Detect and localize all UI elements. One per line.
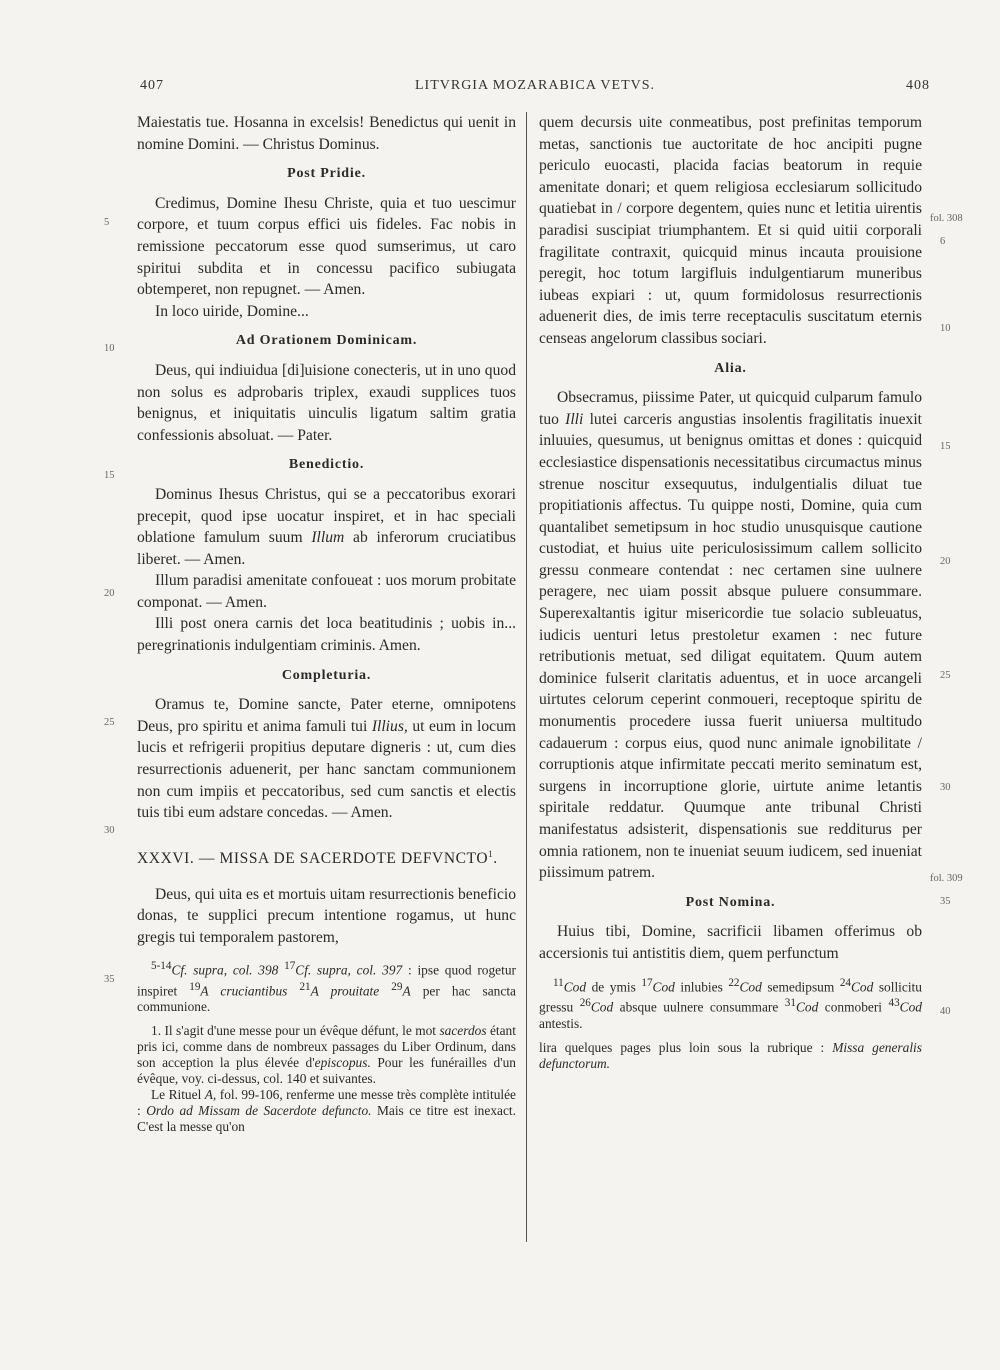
text: lira quelques pages plus loin sous la rubrique : xyxy=(539,1039,825,1055)
italic-text: Cod xyxy=(899,999,922,1015)
note-ref: 21 xyxy=(299,980,311,993)
line-number: 10 xyxy=(940,323,951,334)
paragraph: Deus, qui indiuidua [di]uisione conecteris, ut in uno quod non solus es adprobaris triplex, exaudi supplices tuos benignus, et iniquitatis uinculis ligatum saltim gratia confessionis absoluat. — Pater. xyxy=(137,361,516,444)
italic-text: A, xyxy=(204,1087,217,1103)
text: : ipse quod rogetur inspiret xyxy=(137,962,516,999)
paragraph: Illum paradisi amenitate confoueat : uos morum probitate componat. — Amen. xyxy=(137,572,516,611)
folio-marker: fol. 309 xyxy=(930,873,963,884)
note-ref: 26 xyxy=(579,997,591,1010)
italic-text: Illi xyxy=(565,410,584,428)
left-column xyxy=(137,112,516,1135)
line-number: 10 xyxy=(104,343,115,354)
paragraph: Huius tibi, Domine, sacrificii libamen offerimus ob accersionis tui antistitis diem, quem perfunctum xyxy=(539,923,922,962)
text: Le Rituel xyxy=(151,1087,202,1103)
italic-text: Cf. supra, col. 398 xyxy=(171,962,279,978)
heading-post-pridie: Post Pridie. xyxy=(287,166,366,182)
heading-alia: Alia. xyxy=(714,360,747,376)
running-header xyxy=(140,78,930,98)
running-title: LITVRGIA MOZARABICA VETVS. xyxy=(414,78,656,93)
note-ref: 31 xyxy=(784,997,796,1010)
text: de ymis xyxy=(591,979,636,995)
footnote xyxy=(539,1040,922,1072)
text: Dominus Ihesus Christus, qui se a peccatoribus exorari precepit, quod ipse uocatur inspiret, et in hac speciali oblatione famulum suum xyxy=(137,485,516,547)
italic-text: Cod xyxy=(850,979,874,995)
italic-text: Cod xyxy=(795,999,819,1015)
text: ab inferorum cruciatibus liberet. — Amen. xyxy=(137,529,516,568)
french-footnotes xyxy=(137,1023,516,1135)
text: conmoberi xyxy=(824,999,883,1015)
note-ref: 29 xyxy=(391,980,403,993)
line-number: 35 xyxy=(104,974,115,985)
italic-text: A cruciantibus xyxy=(200,983,288,999)
italic-text: Cf. supra, col. 397 xyxy=(295,962,403,978)
variant-note xyxy=(539,975,922,1032)
variant-notes xyxy=(539,975,922,1032)
italic-text: Ordo ad Missam de Sacerdote defuncto. xyxy=(146,1103,372,1119)
heading-completuria: Completuria. xyxy=(281,667,372,683)
note-ref: 22 xyxy=(728,976,740,989)
note-ref: 11 xyxy=(553,976,564,989)
italic-text: Cod xyxy=(652,979,675,995)
line-number: 35 xyxy=(940,896,951,907)
page-number-right: 408 xyxy=(906,78,930,93)
note-ref: 19 xyxy=(189,980,201,993)
paragraph xyxy=(137,484,516,570)
text: 1. Il s'agit d'une messe pour un évêque défunt, le mot xyxy=(151,1023,437,1039)
footnote xyxy=(137,1087,516,1135)
heading-post-nomina: Post Nomina. xyxy=(685,894,776,910)
text: absque uulnere consummare xyxy=(619,999,779,1015)
italic-text: Missa generalis defunctorum. xyxy=(539,1039,922,1071)
footnote xyxy=(137,1023,516,1087)
paragraph xyxy=(539,387,922,884)
heading-missa: XXXVI. — MISSA DE SACERDOTE DEFVNCTO$^1$. xyxy=(137,848,498,867)
line-number: 5 xyxy=(104,217,110,228)
paragraph: Credimus, Domine Ihesu Christe, quia et tuo uescimur corpore, et tuum corpus effici uis fideles. Fac nobis in remissione peccatorum esse quod sumserimus, ut caro spiritui subdita et in concessu pacifico subiugata obtemperet, non repugnet. — Amen. xyxy=(137,194,516,299)
text: sollicitu gressu xyxy=(539,979,922,1015)
heading-benedictio: Benedictio. xyxy=(288,457,365,473)
italic-text: sacerdos xyxy=(439,1023,487,1039)
text: Pour les funérailles d'un évêque, voy. ci-dessus, col. 140 et suivantes. xyxy=(137,1055,516,1087)
paragraph: In loco uiride, Domine... xyxy=(155,302,309,320)
right-column xyxy=(539,112,922,1072)
text: Obsecramus, piissime Pater, ut quicquid culparum famulo tuo xyxy=(539,389,922,428)
text: inlubies xyxy=(680,979,723,995)
paragraph: Maiestatis tue. Hosanna in excelsis! Benedictus qui uenit in nomine Domini. — Christus Dominus. xyxy=(137,114,516,153)
note-ref: 24 xyxy=(839,976,851,989)
italic-text: Cod xyxy=(739,979,762,995)
italic-text: Cod xyxy=(590,999,614,1015)
variant-notes xyxy=(137,958,516,1015)
line-number: 30 xyxy=(940,782,951,793)
text: Oramus te, Domine sancte, Pater eterne, omnipotens Deus, pro spiritu et anima famuli tui xyxy=(137,696,516,735)
italic-text: episcopus. xyxy=(314,1055,371,1071)
paragraph: Deus, qui uita es et mortuis uitam resurrectionis beneficio donas, te supplici precum intentione rogamus, ut hunc gregis tui temporalem pastorem, xyxy=(137,885,516,946)
french-footnote-continued xyxy=(539,1040,922,1072)
line-number: 25 xyxy=(104,717,115,728)
line-number: 6 xyxy=(940,236,946,247)
text: antestis. xyxy=(539,1015,583,1031)
paragraph: quem decursis uite conmeatibus, post prefinitas temporum metas, sanctionis tue auctoritate de hoc ancipiti pugne periculo euocasti, placida facias beatorum in requie amenitate donari; et quem religiosa ecclesiarum sollicitudo quatiebat in / corpore degentem, quies nunc et letitia uirentis paradisi suscipiat triumphantem. Et si quid uitii corporali fragilitate contraxit, quicquid minus incauta prouisione peregit, hoc totum largifluis indulgentiarum muneribus iubeas expiari : ut, quum formidolosus resurrectionis aduenerit dies, de imis terre receptaculis suscitatum eternis censeas angelorum classibus sociari. xyxy=(539,114,922,347)
italic-text: A xyxy=(402,983,411,999)
note-ref: 17 xyxy=(641,976,653,989)
variant-note xyxy=(137,958,516,1015)
text: fol. 99-106, renferme une messe très complète intitulée : xyxy=(137,1087,516,1119)
text: XXXVI. — MISSA DE SACERDOTE DEFVNCTO xyxy=(137,849,489,867)
text: Mais ce titre est inexact. C'est la messe qu'on xyxy=(137,1103,516,1135)
line-number: 15 xyxy=(940,441,951,452)
line-number: 20 xyxy=(104,588,115,599)
paragraph: Illi post onera carnis det loca beatitudinis ; uobis in... peregrinationis indulgentiam criminis. Amen. xyxy=(137,615,516,655)
paragraph xyxy=(137,694,516,824)
line-number: 25 xyxy=(940,670,951,681)
italic-text: Illius, xyxy=(371,717,408,735)
line-number: 20 xyxy=(940,556,951,567)
text: per hac sancta communione. xyxy=(137,983,516,1015)
line-number: 40 xyxy=(940,1006,951,1017)
note-ref: 17 xyxy=(284,960,296,973)
text: lutei carceris angustias insolentis fragilitatis inuexit inluuies, quesumus, ut benignus omittas et dones : quicquid ecclesiastice dispensationis necessitatibus circumactus minus strenue noscitur exsequutus, indulgentialis diluat tue propitiationis affectus. Tu quippe nosti, Domine, quia cum quantalibet semetipsum in hoc studio unusquisque cautione custodiat, et huius uite periculosissimum callem sollicito gressu conmeare contendat : nec certamen sine uulnere peragere, nec uiam possit absque puluere consummare. Superexaltantis igitur misericordie tue solacio subleuatus, iudicis uenturi letus prestoletur examen : nec future retributionis metuat, sed diligat equitatem. Quum autem dominice fulserit claritatis aduentus, et in uoce arcangeli uirtutes celorum ceperint conmoueri, receptoque spiritu de monumentis procedere iussa fuerit uniuersa multitudo cadauerum : corpus eius, quod nunc animale ignobilitate / corruptionis atque infirmitate peccati merito seminatum est, surgens in incorruptione glorie, uirtute anime letantis spiritale reddatur. Quumque ante tribunal Christi manifestatus adsisterit, dispensationis sue redditurus per omnia rationem, non te inueniat seuum iudicem, sed inueniat piissimum patrem. xyxy=(539,410,923,882)
note-ref: 5-14 xyxy=(151,960,172,973)
text: ut eum in locum lucis et refrigerii propitius deputare digneris : ut, cum dies resurrectionis aduenerit, per hanc sanctam communionem non cum impiis et peccatoribus, sed cum sanctis et electis tuis tibi eum adstare concedas. — Amen. xyxy=(137,717,516,822)
folio-marker: fol. 308 xyxy=(930,213,963,224)
heading-ad-orationem: Ad Orationem Dominicam. xyxy=(235,333,418,349)
text: étant pris ici, comme dans de nombreux passages du Liber Ordinum, dans son acception la plus élevée d' xyxy=(137,1023,516,1071)
line-number: 15 xyxy=(104,470,115,481)
text: semedipsum xyxy=(767,979,835,995)
line-number: 30 xyxy=(104,825,115,836)
italic-text: Cod xyxy=(563,979,587,995)
page-number-left: 407 xyxy=(140,78,164,93)
note-ref: 43 xyxy=(888,997,900,1010)
column-rule xyxy=(526,112,527,1242)
footnote-ref: 1 xyxy=(488,848,494,859)
italic-text: Illum xyxy=(311,529,345,547)
italic-text: A prouitate xyxy=(310,983,380,999)
